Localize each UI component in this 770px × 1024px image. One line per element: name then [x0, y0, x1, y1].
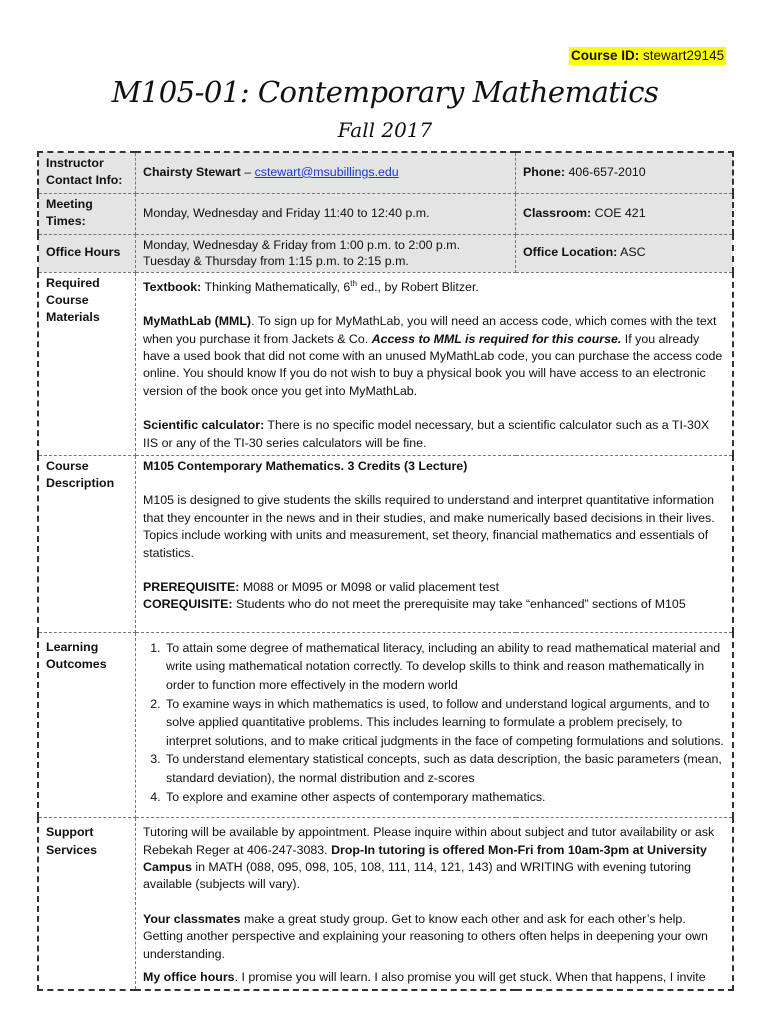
- outcome-item: 3. To understand elementary statistical concepts, such as data description, the basic parameters (mean, standard deviation), the normal distribution and z-scores: [164, 750, 726, 787]
- syllabus-table: [37, 151, 734, 991]
- corequisite-line: [143, 596, 726, 613]
- materials-row: [38, 272, 733, 455]
- instructor-email-link[interactable]: cstewart@msubillings.edu: [254, 164, 399, 179]
- prerequisite-text: M088 or M095 or M098 or valid placement test: [239, 580, 500, 595]
- instructor-name: Chairsty Stewart: [143, 164, 241, 179]
- outcome-item: 4. To explore and examine other aspects of contemporary mathematics.: [164, 788, 726, 807]
- office-row: [38, 234, 733, 272]
- office-hours-line1: Monday, Wednesday & Friday from 1:00 p.m. to 2:00 p.m.: [143, 237, 461, 252]
- phone-value: 406-657-2010: [568, 164, 646, 179]
- description-label: Course Description: [38, 456, 136, 633]
- instructor-row: [38, 152, 733, 193]
- mml-label: MyMathLab (MML): [143, 314, 252, 329]
- tutoring-paragraph: [143, 824, 726, 894]
- prerequisite-line: [143, 579, 726, 596]
- outcome-item: 1. To attain some degree of mathematical literacy, including an ability to read mathematical material and write using mathematical notation correctly. To develop skills to think and reason mathematically in order to function more effectively in the modern world: [164, 639, 726, 695]
- office-hours-bold: My office hours: [143, 970, 235, 985]
- meeting-times: Monday, Wednesday and Friday 11:40 to 12:40 p.m.: [136, 193, 516, 234]
- office-location-value: ASC: [620, 244, 646, 259]
- instructor-cell: [136, 152, 516, 193]
- outcomes-list: [143, 639, 726, 806]
- classroom-label: Classroom:: [523, 205, 592, 220]
- term-subtitle: Fall 2017: [337, 118, 433, 142]
- office-location-cell: [516, 234, 734, 272]
- mml-text1: . To sign up for MyMathLab, you will need an access code, which comes with the text when you purchase it from Jackets & Co.: [143, 314, 717, 346]
- mml-emphasis: Access to MML is required for this course.: [371, 331, 622, 346]
- classroom-value: COE 421: [594, 205, 646, 220]
- instructor-label: Instructor Contact Info:: [38, 152, 136, 193]
- classmates-text: make a great study group. Get to know each other and ask for each other’s help. Getting another perspective and explaining your reasoning to others often helps in deepening your own understanding.: [143, 911, 708, 961]
- phone-label: Phone:: [523, 164, 565, 179]
- description-body: M105 is designed to give students the skills required to understand and interpret quantitative information that they encounter in the news and in their studies, and make numerically based decisions in their lives. Topics include working with units and measurement, set theory, financial mathematics and essentials of statistics.: [143, 493, 715, 560]
- office-hours-label-text: Office Hours: [46, 244, 121, 259]
- office-hours-text: . I promise you will learn. I also promise you will get stuck. When that happens, I invite: [234, 970, 706, 985]
- instructor-separator: –: [240, 164, 255, 179]
- corequisite-label: COREQUISITE:: [143, 597, 233, 612]
- mml-paragraph: [143, 313, 726, 400]
- classroom-cell: [516, 193, 734, 234]
- tutoring-bold: Drop-In tutoring is offered Mon-Fri from 10am-3pm at University Campus: [143, 842, 707, 874]
- textbook-post: ed., by Robert Blitzer.: [356, 279, 479, 294]
- calculator-paragraph: [143, 417, 726, 452]
- meeting-row: [38, 193, 733, 234]
- description-row: [38, 456, 733, 633]
- outcomes-content: [136, 632, 734, 817]
- meeting-label: Meeting Times:: [38, 193, 136, 234]
- tutoring-text1: Tutoring will be available by appointment. Please inquire within about subject and tutor availability or ask Rebekah Reger at 406-247-3083.: [143, 825, 715, 857]
- textbook-sup: th: [350, 278, 357, 288]
- course-id-label: Course ID:: [571, 48, 640, 63]
- calculator-label: Scientific calculator:: [143, 418, 265, 433]
- corequisite-text: Students who do not meet the prerequisite may take “enhanced” sections of M105: [232, 597, 686, 612]
- textbook-line: [143, 275, 726, 297]
- office-hours-label: [38, 234, 136, 272]
- textbook-pre: Thinking Mathematically, 6: [201, 279, 351, 294]
- course-id-value: stewart29145: [643, 48, 725, 63]
- tutoring-text2: in MATH (088, 095, 098, 105, 108, 111, 114, 121, 143) and WRITING with evening tutoring available (subjects will vary).: [143, 860, 692, 892]
- phone-cell: [516, 152, 734, 193]
- classmates-bold: Your classmates: [143, 911, 241, 926]
- office-hours-line2: Tuesday & Thursday from 1:15 p.m. to 2:15 p.m.: [143, 253, 409, 268]
- materials-label: Required Course Materials: [38, 272, 136, 455]
- outcomes-row: [38, 632, 733, 817]
- outcome-item: 2. To examine ways in which mathematics is used, to follow and understand logical arguments, and to solve applied quantitative problems. This includes learning to formulate a problem precisely, to interpret solutions, and to make critical judgments in the face of competing formulations and solutions.: [164, 695, 726, 751]
- description-content: [136, 456, 734, 633]
- calculator-text: There is no specific model necessary, but a scientific calculator such as a TI-30X IIS or any of the TI-30 series calculators will be fine.: [143, 418, 710, 450]
- office-hours-paragraph: [143, 969, 726, 986]
- support-row: [38, 818, 733, 991]
- prerequisite-label: PREREQUISITE:: [143, 580, 240, 595]
- course-id: [569, 47, 726, 65]
- office-hours-cell: [136, 234, 516, 272]
- office-location-label: Office Location:: [523, 244, 618, 259]
- description-heading: M105 Contemporary Mathematics. 3 Credits (3 Lecture): [143, 459, 468, 473]
- outcomes-label: Learning Outcomes: [38, 632, 136, 817]
- materials-content: [136, 272, 734, 455]
- support-label: Support Services: [38, 818, 136, 991]
- page-title: M105-01: Contemporary Mathematics: [111, 75, 659, 109]
- mml-text2: If you already have a used book that did not come with an unused MyMathLab code, you can purchase the access code online. You should know If you do not wish to buy a physical book you will have access to an electronic version of the book once you get into MyMathLab.: [143, 331, 723, 398]
- textbook-label: Textbook:: [143, 279, 202, 294]
- classmates-paragraph: [143, 911, 726, 963]
- support-content: [136, 818, 734, 991]
